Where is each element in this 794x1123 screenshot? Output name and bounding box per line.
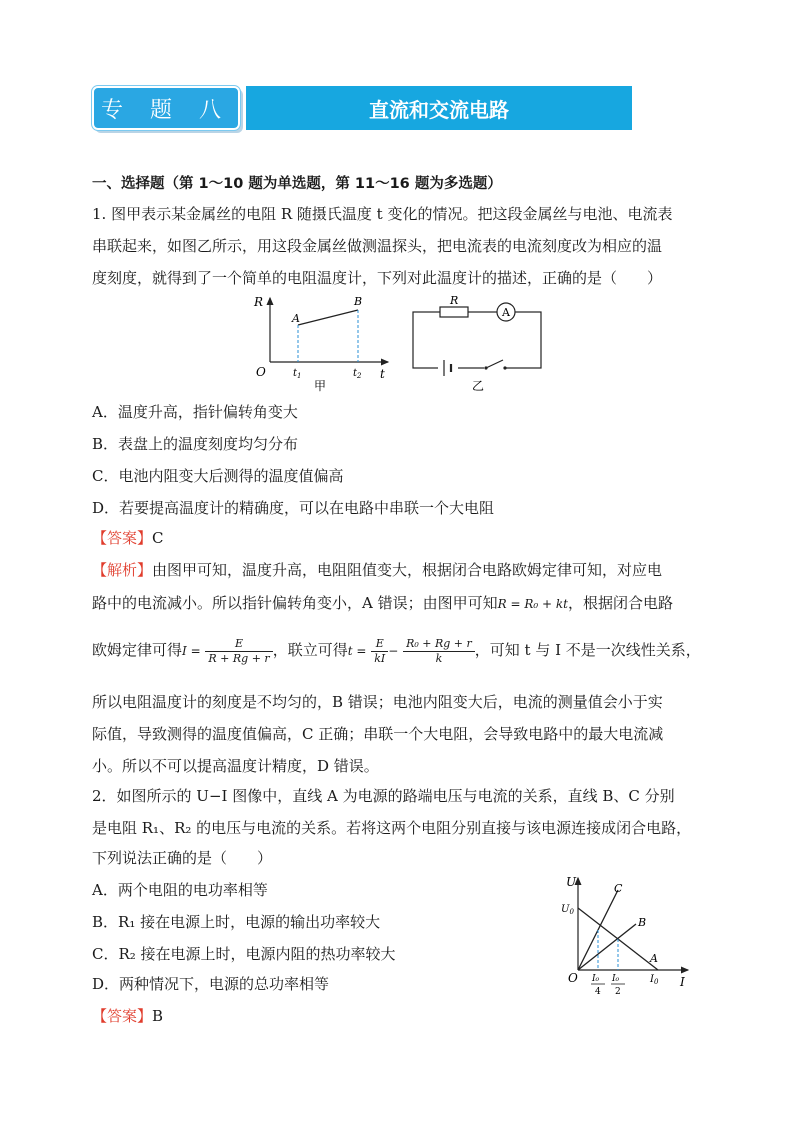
- fig2-caption: 乙: [472, 379, 485, 392]
- r-axis-label: R: [254, 295, 264, 309]
- i-axis-label: I: [680, 975, 685, 989]
- q1-analysis-line2: [92, 587, 673, 621]
- switch-contact: [503, 366, 506, 369]
- q1-option-b: B．表盘上的温度刻度均匀分布: [92, 435, 299, 453]
- q1-analysis-line6: 小。所以不可以提高温度计精度，D 错误。: [92, 757, 379, 775]
- q1-stem-line3: 度刻度，就得到了一个简单的电阻温度计，下列对此温度计的描述，正确的是（ ）: [92, 269, 663, 287]
- q2-option-a: A．两个电阻的电功率相等: [92, 881, 268, 899]
- q1-analysis-line5: 际值，导致测得的温度值偏高，C 正确；串联一个大电阻，会导致电路中的最大电流减: [92, 725, 664, 743]
- fig1-caption: 甲: [314, 379, 327, 392]
- formula-minus: −: [388, 644, 399, 658]
- t2-label: $t_2$: [353, 368, 362, 380]
- q2-option-c: C．R₂ 接在电源上时，电源内阻的热功率较大: [92, 945, 396, 963]
- formula-r: R = R₀ + kt: [497, 597, 568, 611]
- resistor-label: R: [450, 294, 459, 307]
- q2-stem-line1: 2．如图所示的 U−I 图像中，直线 A 为电源的路端电压与电流的关系，直线 B、C 分别: [92, 787, 675, 805]
- half-tick-num: I₀: [612, 974, 620, 984]
- topic-tag: 专 题 八: [92, 86, 240, 130]
- point-a-label: A: [292, 312, 300, 325]
- formula-i-fraction: $\frac{E}{R + Rg + r}$: [205, 637, 272, 666]
- line-c-label: C: [614, 882, 623, 895]
- resistor: [440, 307, 468, 317]
- analysis-text-2a: 路中的电流减小。所以指针偏转角变小，A 错误；由图甲可知: [92, 594, 498, 612]
- q1-option-d: D．若要提高温度计的精确度，可以在电路中串联一个大电阻: [92, 499, 495, 517]
- formula-t-left: t =: [347, 644, 367, 658]
- quarter-tick-den: 4: [595, 987, 601, 997]
- answer-label: 【答案】: [92, 529, 153, 547]
- q1-option-a: A．温度升高，指针偏转角变大: [92, 403, 298, 421]
- u0-label: $U_0$: [561, 904, 574, 916]
- figure-r-t-graph: [248, 292, 398, 392]
- i0-label: $I_0$: [650, 974, 659, 986]
- answer-value: B: [152, 1007, 164, 1025]
- t1-label: $t_1$: [293, 368, 302, 380]
- figure-circuit: [410, 292, 550, 392]
- q1-analysis-line3: [92, 634, 701, 668]
- analysis-text-3b: ，联立可得: [272, 641, 348, 659]
- q1-stem-line2: 串联起来，如图乙所示，用这段金属丝做测温探头，把电流表的电流刻度改为相应的温: [92, 237, 663, 255]
- q2-option-b: B．R₁ 接在电源上时，电源的输出功率较大: [92, 913, 381, 931]
- q2-option-d: D．两种情况下，电源的总功率相等: [92, 975, 330, 993]
- q1-analysis-line4: 所以电阻温度计的刻度是不均匀的，B 错误；电池内阻变大后，电流的测量值会小于实: [92, 693, 663, 711]
- ammeter-label: A: [502, 306, 510, 319]
- analysis-text-3a: 欧姆定律可得: [92, 641, 183, 659]
- line-b-label: B: [638, 916, 647, 929]
- section-heading: 一、选择题（第 1～10 题为单选题，第 11～16 题为多选题）: [92, 176, 502, 192]
- circuit-wire: [413, 312, 541, 368]
- chapter-title: 直流和交流电路: [246, 86, 632, 130]
- formula-i-left: I =: [182, 644, 201, 658]
- analysis-label: 【解析】: [92, 561, 153, 579]
- analysis-text-2b: ，根据闭合电路: [567, 594, 673, 612]
- q1-answer: [92, 522, 164, 555]
- battery-gap: [438, 362, 458, 374]
- q2-answer: [92, 1000, 163, 1033]
- origin-label: O: [256, 365, 266, 379]
- formula-t-fraction-2: $\frac{\text{R₀ + Rg + r}}{k}$: [403, 637, 475, 666]
- r-t-line: [298, 310, 358, 325]
- line-a-label: A: [650, 952, 658, 965]
- formula-t-fraction-1: $\frac{E}{kI}$: [371, 637, 388, 666]
- half-tick-den: 2: [615, 987, 621, 997]
- analysis-text-3c: ，可知 t 与 I 不是一次线性关系，: [474, 641, 701, 659]
- analysis-text-1: 由图甲可知，温度升高，电阻阻值变大，根据闭合电路欧姆定律可知，对应电: [152, 561, 663, 579]
- q2-stem-line3: 下列说法正确的是（ ）: [92, 849, 273, 867]
- t-axis-label: t: [380, 367, 385, 381]
- u-axis-label: U: [566, 875, 577, 889]
- quarter-tick-num: I₀: [592, 974, 600, 984]
- answer-value: C: [152, 529, 164, 547]
- q1-option-c: C．电池内阻变大后测得的温度值偏高: [92, 467, 344, 485]
- origin-label: O: [568, 971, 578, 985]
- q1-analysis-line1: [92, 554, 662, 587]
- point-b-label: B: [354, 295, 363, 308]
- q2-stem-line2: 是电阻 R₁、R₂ 的电压与电流的关系。若将这两个电阻分别直接与该电源连接成闭合电路，: [92, 819, 692, 837]
- figure-u-i-graph: [560, 872, 696, 1000]
- answer-label: 【答案】: [92, 1007, 153, 1025]
- q1-stem-line1: 1. 图甲表示某金属丝的电阻 R 随摄氏温度 t 变化的情况。把这段金属丝与电池、电流表: [92, 205, 673, 223]
